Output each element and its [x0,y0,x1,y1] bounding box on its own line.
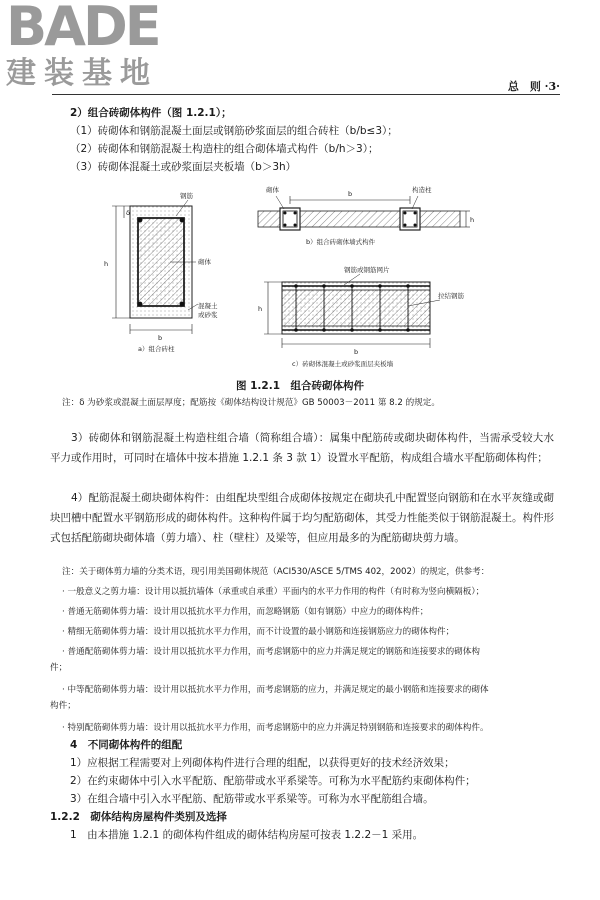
paragraph-3-text: 3）砖砌体和钢筋混凝土构造柱组合墙（简称组合墙）：属集中配筋砖或砌块砌体构件，当需承受较大水平力或作用时，可同时在墙体中按本措施 1.2.1 条 3 款 1）设置水平配筋，构成组合墙水平配筋砌体构件； [50,432,554,464]
caption-c: c）砖砌体混凝土或砂浆面层夹板墙 [292,360,394,368]
label-b-b: b [348,190,353,198]
figure-title: 图 1.2.1 组合砖砌体构件 [235,380,365,392]
caption-b: b）组合砖砌体墙式构件 [306,238,376,246]
label-c-mesh: 钢筋或钢筋网片 [344,266,390,274]
label-a-masonry: 砌体 [198,258,211,266]
item-2-heading: 2）组合砖砌体构件（图 1.2.1）； [70,107,232,119]
item-2-2: （2）砖砌体和钢筋混凝土构造柱的组合砌体墙式构件（b/h＞3）； [70,143,379,155]
logo-latin: BADE [6,0,159,58]
label-b-column: 构造柱 [412,186,432,194]
label-a-delta: δ [126,209,130,217]
section-1-2-2-heading: 1.2.2 砌体结构房屋构件类别及选择 [50,811,227,823]
label-a-mortar: 或砂浆 [198,311,218,319]
note-bullet-5: · 中等配筋砌体剪力墙：设计用以抵抗水平力作用，而考虑钢筋的应力，并满足规定的最小钢筋和连接要求的砌体 [62,685,489,695]
item-2-3: （3）砖砌体混凝土或砂浆面层夹板墙（b＞3h） [70,161,297,173]
label-c-h: h [258,305,263,313]
label-a-b: b [158,334,163,342]
paragraph-4 [50,488,554,548]
label-c-b: b [354,348,359,356]
figure-1-2-1 [0,178,600,378]
caption-a: a）组合砖柱 [138,345,175,353]
logo-chinese: 建装基地 [6,56,158,91]
running-head: 总 则 ·3· [507,80,560,93]
note-bullet-4-cont: 件； [50,663,68,673]
paragraph-3 [50,428,554,468]
header-rule [52,94,560,95]
note-bullet-5-cont: 构件； [50,701,76,711]
figure-note: 注：δ 为砂浆或混凝土面层厚度；配筋按《砌体结构设计规范》GB 50003－2011 第 8.2 的规定。 [62,398,440,408]
item-2-1: （1）砖砌体和钢筋混凝土面层或钢筋砂浆面层的组合砖柱（b/b≤3）； [70,125,398,137]
section-4-heading: 4 不同砌体构件的组配 [70,739,183,751]
note-bullet-6: · 特别配筋砌体剪力墙：设计用以抵抗水平力作用，而考虑钢筋中的应力并满足特别钢筋和连接要求的砌体构件。 [62,723,489,733]
note-bullet-2: · 普通无筋砌体剪力墙：设计用以抵抗水平力作用，而忽略钢筋（如有钢筋）中应力的砌体构件； [62,607,429,617]
note-bullet-3: · 精细无筋砌体剪力墙：设计用以抵抗水平力作用，而不计设置的最小钢筋和连接钢筋应力的砌体构件； [62,627,455,637]
figure-b-wall [258,185,474,246]
label-b-h: h [470,216,475,224]
label-a-rebar: 钢筋 [180,192,193,200]
section-4-item-2: 2）在约束砌体中引入水平配筋、配筋带或水平系梁等。可称为水平配筋约束砌体构件； [70,775,476,787]
note-intro: 注：关于砌体剪力墙的分类术语，现引用美国砌体规范（ACI530/ASCE 5/TMS 402，2002）的规定，供参考： [62,567,490,577]
section-4-item-1: 1）应根据工程需要对上列砌体构件进行合理的组配，以获得更好的技术经济效果； [70,757,455,769]
section-4-item-3: 3）在组合墙中引入水平配筋、配筋带或水平系梁等。可称为水平配筋组合墙。 [70,793,434,805]
note-bullet-1: · 一般意义之剪力墙：设计用以抵抗墙体（承重或自承重）平面内的水平力作用的构件（有时称为竖向横隔板）； [62,587,485,597]
note-bullet-4: · 普通配筋砌体剪力墙：设计用以抵抗水平力作用，而考虑钢筋中的应力并满足规定的钢筋和连接要求的砌体构 [62,647,480,657]
label-a-concrete: 混凝土 [198,302,218,310]
section-1-2-2-item-1: 1 由本措施 1.2.1 的砌体构件组成的砌体结构房屋可按表 1.2.2－1 采用。 [70,829,424,841]
label-b-masonry: 砌体 [266,186,279,194]
paragraph-4-text: 4）配筋混凝土砌块砌体构件：由组配块型组合成砌体按规定在砌块孔中配置竖向钢筋和在水平灰缝或砌块凹槽中配置水平钢筋形成的砌体构件。这种构件属于均匀配筋砌体，其受力性能类似于钢筋混凝土。构件形式包括配筋砌块砌体墙（剪力墙）、柱（壁柱）及梁等，但应用最多的为配筋砌块剪力墙。 [50,492,554,544]
label-a-h: h [104,260,109,268]
label-c-tie: 拉结钢筋 [438,292,464,300]
figure-c-sandwich-wall [258,265,465,368]
figure-a-column [104,191,218,353]
